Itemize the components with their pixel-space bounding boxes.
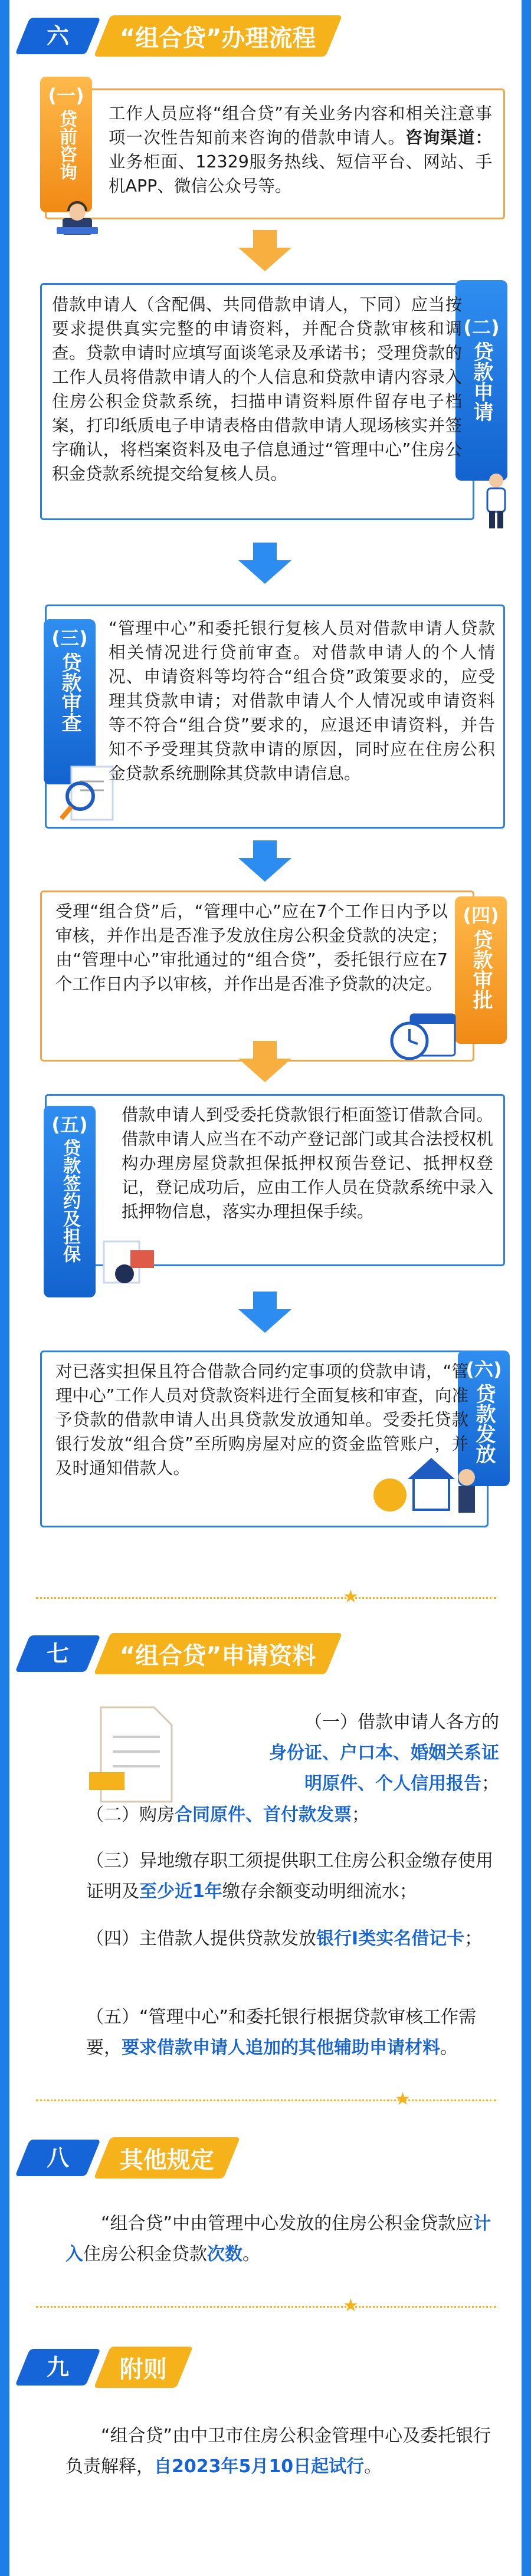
down-arrow-icon (238, 1292, 291, 1333)
step-4-tag: (四) 贷款审批 (455, 896, 507, 1044)
materials-item-2: （二）购房合同原件、首付款发票； (86, 1805, 369, 1825)
step-2-tag: (二) 贷款申请 (455, 280, 507, 481)
headset-person-icon (57, 201, 98, 236)
step-6-text: 对已落实担保且符合借款合同约定事项的贷款申请，“管理中心”工作人员对贷款资料进行全面复核和审查，向准予贷款的借款申请人出具贷款发放通知单。受委托贷款银行发放“组合贷”至所购房屋对应的资金监管账户，并及时通知借款人。 (55, 1362, 468, 1478)
step-2-text: 借款申请人（含配偶、共同借款申请人，下同）应当按要求提供真实完整的申请资料，并配合贷款审核和调查。贷款申请时应填写面谈笔录及承诺书；受理贷款的工作人员将借款申请人的个人信息和贷款申请内容录入住房公积金贷款系统，扫描申请资料原件留存电子档案，打印纸质电子申请表格由借款申请人现场核实并签字确认，将档案资料及电子信息通过“管理中心”住房公积金贷款系统提交给复核人员。 (52, 295, 462, 484)
section-label: “组合贷”办理流程 (94, 15, 342, 57)
section-eight-title (22, 2135, 300, 2181)
step-6-tag: (六) 贷款发放 (458, 1351, 510, 1486)
down-arrow-icon (238, 1041, 291, 1082)
section-seven-title (22, 1631, 316, 1677)
section-number: 九 (15, 2349, 100, 2386)
section-number: 六 (15, 18, 100, 54)
step-4-text: 受理“组合贷”后，“管理中心”应在7个工作日内予以审核，并作出是否准予发放住房公积金贷款的决定；由“管理中心”审批通过的“组合贷”，委托银行应在7个工作日内予以审核，并作出是否准予贷款的决定。 (55, 902, 448, 994)
document-icon (89, 1701, 178, 1805)
materials-item-4: （四）主借款人提供贷款发放银行Ⅰ类实名借记卡； (86, 1928, 483, 1949)
appendix-text: “组合贷”由中卫市住房公积金管理中心及委托银行负责解释，自2023年5月10日起试行。 (65, 2426, 491, 2477)
star-icon: ★ (343, 2295, 359, 2316)
section-label: 其他规定 (94, 2137, 240, 2179)
page (9, 0, 522, 2576)
section-label: 附则 (94, 2347, 193, 2388)
calendar-clock-icon (387, 1008, 458, 1062)
down-arrow-icon (238, 543, 291, 584)
step-3-tag: (三) 贷款审查 (44, 619, 96, 784)
materials-item-3: （三）异地缴存职工须提供职工住房公积金缴存使用证明及至少近1年缴存余额变动明细流水； (86, 1851, 493, 1902)
star-icon: ★ (395, 2089, 411, 2110)
step-5-tag: (五) 贷款签约及担保 (44, 1106, 96, 1297)
materials-item-5: （五）“管理中心”和委托银行根据贷款审核工作需要，要求借款申请人追加的其他辅助申请材料。 (86, 2007, 477, 2058)
step-5-text: 借款申请人到受委托贷款银行柜面签订借款合同。借款申请人应当在不动产登记部门或其合法授权机构办理房屋贷款担保抵押权预告登记、抵押权登记，登记成功后，应由工作人员在贷款系统中录入抵押物信息，落实办理担保手续。 (122, 1105, 493, 1221)
section-six-title (22, 13, 316, 59)
step-1-text: 工作人员应将“组合贷”有关业务内容和相关注意事项一次性告知前来咨询的借款申请人。咨询渠道：业务柜面、12329服务热线、短信平台、网站、手机APP、微信公众号等。 (109, 104, 492, 196)
divider (36, 2306, 496, 2308)
person-icon (478, 472, 514, 531)
divider (36, 1597, 496, 1599)
star-icon: ★ (343, 1586, 359, 1607)
section-nine-title (22, 2344, 300, 2390)
materials-item-1: （一）借款申请人各方的 身份证、户口本、婚姻关系证 明原件、个人信用报告； (269, 1712, 499, 1794)
divider (36, 2099, 496, 2101)
down-arrow-icon (238, 230, 291, 271)
down-arrow-icon (238, 840, 291, 882)
other-rules-text: “组合贷”中由管理中心发放的住房公积金贷款应计入住房公积金贷款次数。 (65, 2213, 491, 2265)
section-number: 七 (15, 1635, 100, 1672)
section-label: “组合贷”申请资料 (94, 1633, 342, 1674)
contract-stamp-icon (98, 1233, 157, 1286)
step-3-text: “管理中心”和委托银行复核人员对借款申请人贷款相关情况进行贷前审查。对借款申请人的个人情况、申请资料等均符合“组合贷”政策要求的，应受理其贷款申请；对借款申请人个人情况或申请资料等不符合“组合贷”要求的，应退还申请资料，并告知不予受理其贷款申请的原因，同时应在住房公积金贷款系统删除其贷款申请信息。 (109, 619, 495, 783)
step-1-tag: (一) 贷前咨询 (40, 77, 92, 212)
section-number: 八 (15, 2140, 100, 2176)
